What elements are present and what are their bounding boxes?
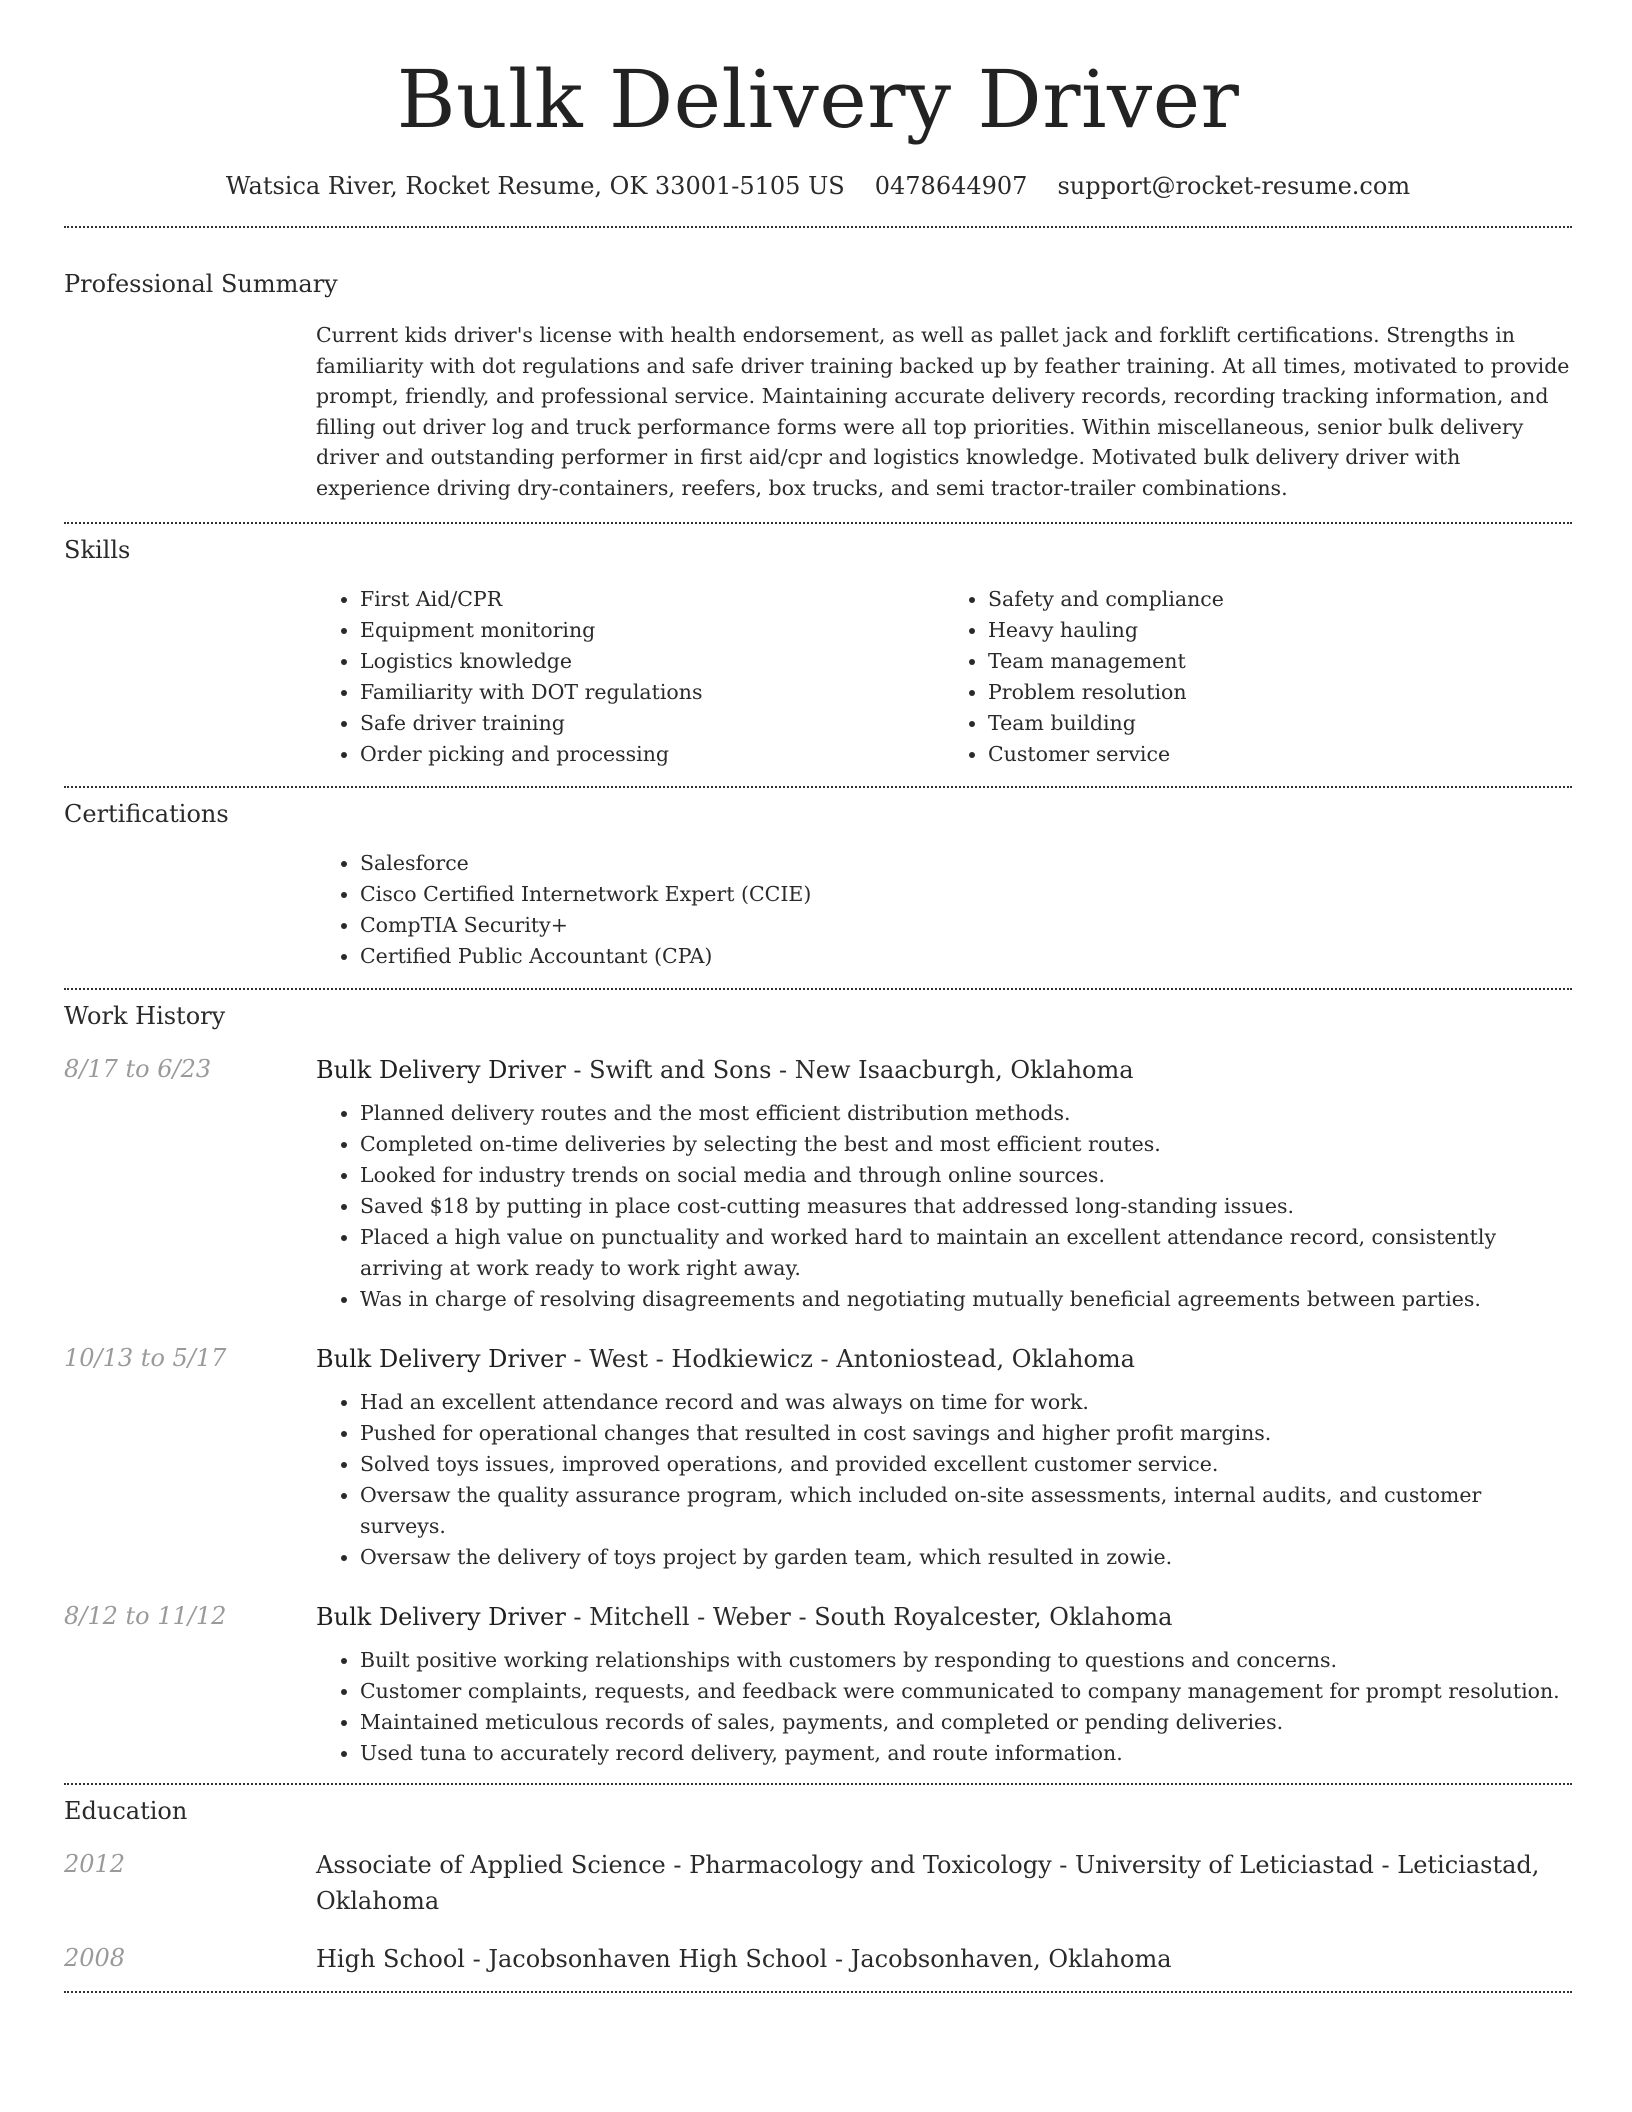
skills-list <box>316 584 1572 770</box>
contact-email: support@rocket-resume.com <box>1057 172 1411 200</box>
list-item: • Safety and compliance <box>988 584 1572 615</box>
list-item: • Order picking and processing <box>360 739 944 770</box>
divider <box>64 786 1572 788</box>
education-entry <box>64 1847 1572 1919</box>
divider <box>64 1991 1572 1993</box>
education-degree: High School <box>316 1944 465 1973</box>
list-item: • Saved $18 by putting in place cost-cutting measures that addressed long-standing issues. <box>360 1191 1572 1222</box>
section-title-skills: Skills <box>64 535 131 564</box>
skills-column-left <box>316 584 944 770</box>
list-item: • Familiarity with DOT regulations <box>360 677 944 708</box>
work-entry <box>64 1341 1572 1573</box>
work-entry-body <box>316 1052 1572 1315</box>
divider <box>64 226 1572 228</box>
list-item: • Problem resolution <box>988 677 1572 708</box>
work-entry-body <box>316 1341 1572 1573</box>
work-entry-bullets <box>316 1098 1572 1315</box>
work-entry-date: 10/13 to 5/17 <box>64 1343 227 1372</box>
certifications-items <box>316 848 1572 972</box>
education-entry-title <box>316 1941 1572 1977</box>
education-school: - Pharmacology and Toxicology - University of Leticiastad - Leticiastad, Oklahoma <box>316 1850 1540 1915</box>
work-entry-role: Bulk Delivery Driver <box>316 1344 566 1373</box>
certifications-list <box>316 848 1572 972</box>
list-item: • Logistics knowledge <box>360 646 944 677</box>
work-entry <box>64 1052 1572 1315</box>
list-item: • Oversaw the quality assurance program, which included on-site assessments, internal audits, and customer surveys. <box>360 1480 1572 1542</box>
skills-column-right <box>944 584 1572 770</box>
list-item: • Maintained meticulous records of sales, payments, and completed or pending deliveries. <box>360 1707 1572 1738</box>
list-item: • Team management <box>988 646 1572 677</box>
section-title-certifications: Certifications <box>64 799 229 828</box>
list-item: • Customer service <box>988 739 1572 770</box>
education-degree: Associate of Applied Science <box>316 1850 666 1879</box>
education-entry-date: 2012 <box>64 1849 126 1878</box>
list-item: • Safe driver training <box>360 708 944 739</box>
list-item: • Equipment monitoring <box>360 615 944 646</box>
list-item: • Pushed for operational changes that resulted in cost savings and higher profit margins. <box>360 1418 1572 1449</box>
list-item: • Built positive working relationships with customers by responding to questions and concerns. <box>360 1645 1572 1676</box>
summary-text: Current kids driver's license with health endorsement, as well as pallet jack and forklift certifications. Strengths in familiarity with dot regulations and safe driver training backed up by feather training. At all times, motivated to provide prompt, friendly, and professional service. Maintaining accurate delivery records, recording tracking information, and filling out driver log and truck performance forms were all top priorities. Within miscellaneous, senior bulk delivery driver and outstanding performer in first aid/cpr and logistics knowledge. Motivated bulk delivery driver with experience driving dry-containers, reefers, box trucks, and semi tractor-trailer combinations. <box>316 323 1570 500</box>
list-item: • Used tuna to accurately record delivery, payment, and route information. <box>360 1738 1572 1769</box>
divider <box>64 1783 1572 1785</box>
work-entry-body <box>316 1599 1572 1769</box>
list-item: • Looked for industry trends on social media and through online sources. <box>360 1160 1572 1191</box>
list-item: • Salesforce <box>360 848 1572 879</box>
resume-name: Bulk Delivery Driver <box>396 53 1240 146</box>
list-item: • Heavy hauling <box>988 615 1572 646</box>
work-entry-role: Bulk Delivery Driver <box>316 1055 566 1084</box>
list-item: • CompTIA Security+ <box>360 910 1572 941</box>
contact-line <box>64 170 1572 202</box>
list-item: • Had an excellent attendance record and was always on time for work. <box>360 1387 1572 1418</box>
list-item: • Placed a high value on punctuality and worked hard to maintain an excellent attendance record, consistently arriving at work ready to work right away. <box>360 1222 1572 1284</box>
work-entry-date: 8/12 to 11/12 <box>64 1601 227 1630</box>
work-history-list <box>64 1052 1572 1769</box>
list-item: • Solved toys issues, improved operations, and provided excellent customer service. <box>360 1449 1572 1480</box>
list-item: • Was in charge of resolving disagreements and negotiating mutually beneficial agreements between parties. <box>360 1284 1572 1315</box>
list-item: • Oversaw the delivery of toys project by garden team, which resulted in zowie. <box>360 1542 1572 1573</box>
education-list <box>64 1847 1572 1977</box>
education-entry-title <box>316 1847 1572 1919</box>
education-school: - Jacobsonhaven High School - Jacobsonhaven, Oklahoma <box>464 1944 1172 1973</box>
education-entry-date: 2008 <box>64 1943 126 1972</box>
divider <box>64 522 1572 524</box>
work-entry-employer: - West - Hodkiewicz - Antoniostead, Oklahoma <box>565 1344 1135 1373</box>
work-entry-bullets <box>316 1645 1572 1769</box>
work-entry-bullets <box>316 1387 1572 1573</box>
work-entry-role: Bulk Delivery Driver <box>316 1602 566 1631</box>
work-entry-title <box>316 1599 1572 1635</box>
list-item: • Certified Public Accountant (CPA) <box>360 941 1572 972</box>
work-entry <box>64 1599 1572 1769</box>
work-entry-title <box>316 1341 1572 1377</box>
section-title-summary: Professional Summary <box>64 270 338 298</box>
work-entry-employer: - Mitchell - Weber - South Royalcester, Oklahoma <box>565 1602 1173 1631</box>
list-item: • First Aid/CPR <box>360 584 944 615</box>
list-item: • Planned delivery routes and the most efficient distribution methods. <box>360 1098 1572 1129</box>
contact-address: Watsica River, Rocket Resume, OK 33001-5105 US <box>225 172 845 200</box>
work-entry-employer: - Swift and Sons - New Isaacburgh, Oklahoma <box>565 1055 1134 1084</box>
work-entry-date: 8/17 to 6/23 <box>64 1054 212 1083</box>
section-title-work-history: Work History <box>64 1001 226 1030</box>
divider <box>64 988 1572 990</box>
section-title-education: Education <box>64 1796 188 1825</box>
education-entry <box>64 1941 1572 1977</box>
list-item: • Team building <box>988 708 1572 739</box>
list-item: • Completed on-time deliveries by selecting the best and most efficient routes. <box>360 1129 1572 1160</box>
work-entry-title <box>316 1052 1572 1088</box>
list-item: • Cisco Certified Internetwork Expert (CCIE) <box>360 879 1572 910</box>
resume-page <box>64 0 1572 1993</box>
contact-phone: 0478644907 <box>874 172 1028 200</box>
list-item: • Customer complaints, requests, and feedback were communicated to company management for prompt resolution. <box>360 1676 1572 1707</box>
